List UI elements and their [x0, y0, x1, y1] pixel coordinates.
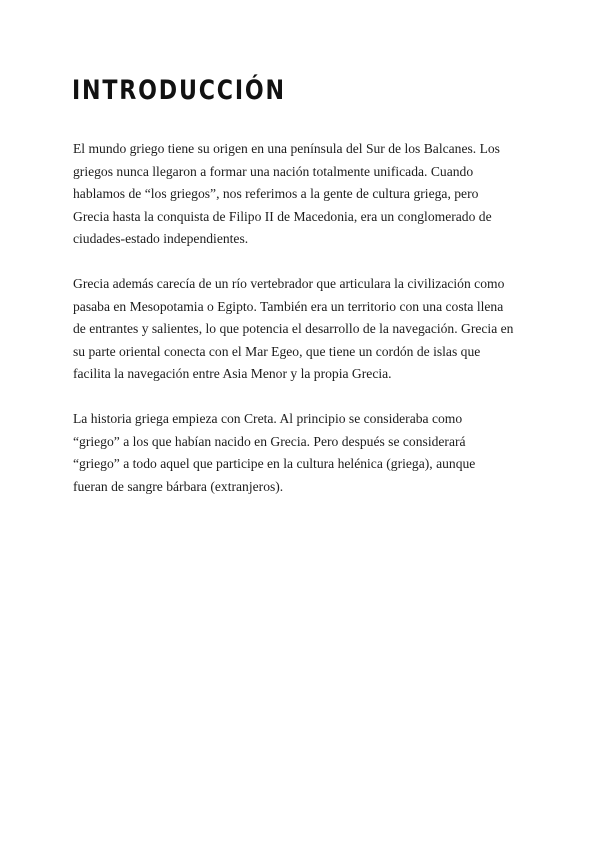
- text-line: pasaba en Mesopotamia o Egipto. También era un territorio con una costa llena: [73, 298, 504, 314]
- paragraph-geography: [73, 273, 535, 386]
- paragraph-history: [73, 408, 535, 498]
- text-line: “griego” a los que habían nacido en Grecia. Pero después se considerará: [73, 433, 466, 449]
- text-line: griegos nunca llegaron a formar una nación totalmente unificada. Cuando: [73, 163, 474, 179]
- text-line: Grecia además carecía de un río vertebrador que articulara la civilización como: [73, 276, 505, 291]
- text-line: su parte oriental conecta con el Mar Egeo, que tiene un cordón de islas que: [73, 343, 481, 359]
- text-line: de entrantes y salientes, lo que potencia el desarrollo de la navegación. Grecia en: [73, 321, 514, 336]
- text-line: facilita la navegación entre Asia Menor y la propia Grecia.: [73, 366, 392, 381]
- text-line: “griego” a todo aquel que participe en la cultura helénica (griega), aunque: [73, 456, 476, 471]
- text-line: El mundo griego tiene su origen en una península del Sur de los Balcanes. Los: [73, 141, 500, 156]
- body-text: [73, 138, 535, 521]
- text-line: hablamos de “los griegos”, nos referimos a la gente de cultura griega, pero: [73, 186, 479, 201]
- text-line: La historia griega empieza con Creta. Al principio se consideraba como: [73, 411, 463, 426]
- paragraph-origin: [73, 138, 535, 251]
- text-line: Grecia hasta la conquista de Filipo II de Macedonia, era un conglomerado de: [73, 208, 492, 224]
- text-line: ciudades-estado independientes.: [73, 231, 249, 246]
- text-line: fueran de sangre bárbara (extranjeros).: [73, 478, 284, 494]
- page-title: INTRODUCCIÓN: [72, 75, 286, 106]
